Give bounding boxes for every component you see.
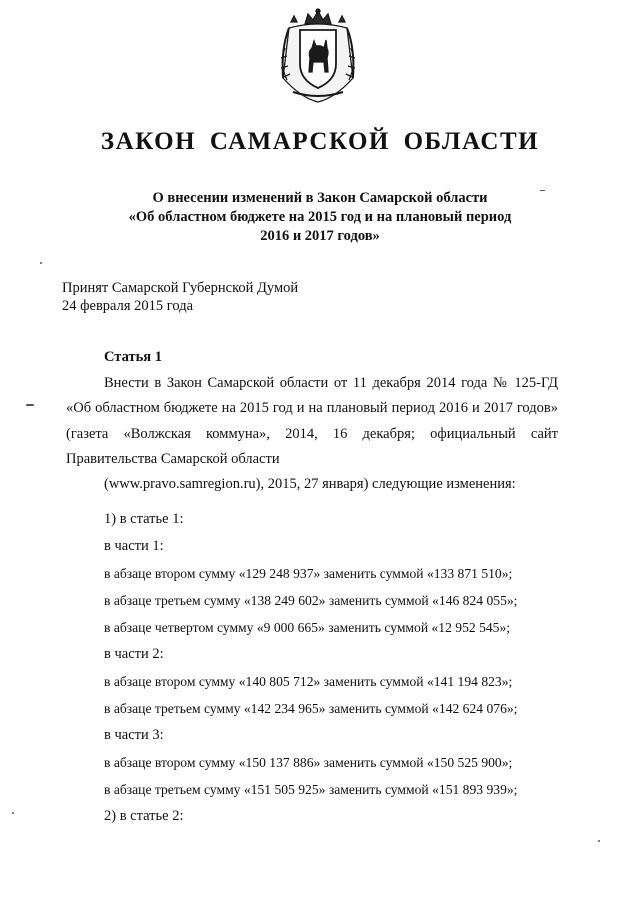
list-item: в части 1: xyxy=(104,538,164,554)
list-item: в абзаце четвертом сумму «9 000 665» заменить суммой «12 952 545»; xyxy=(104,620,511,635)
list-item: в абзаце втором сумму «140 805 712» заменить суммой «141 194 823»; xyxy=(104,674,513,689)
document-title xyxy=(90,189,550,246)
intro-text: Внести в Закон Самарской области от 11 декабря 2014 года № 125-ГД «Об областном бюджете на 2015 год и на плановый период 2016 и 2017 годов» (газета «Волжская коммуна», 2014, 16 декабря; официальный сайт Правительства Самарской области xyxy=(66,375,558,467)
scan-speck xyxy=(598,840,600,842)
list-item: в абзаце втором сумму «129 248 937» заменить суммой «133 871 510»; xyxy=(104,566,513,581)
list-item: в абзаце третьем сумму «151 505 925» заменить суммой «151 893 939»; xyxy=(104,782,518,797)
document-type-heading: ЗАКОН САМАРСКОЙ ОБЛАСТИ xyxy=(100,128,540,155)
coat-of-arms-icon xyxy=(275,8,361,104)
article-heading: Статья 1 xyxy=(104,349,162,365)
scan-speck xyxy=(540,190,545,191)
list-item: в абзаце третьем сумму «138 249 602» заменить суммой «146 824 055»; xyxy=(104,593,518,608)
title-line: О внесении изменений в Закон Самарской области xyxy=(152,190,488,206)
list-item: в части 3: xyxy=(104,727,164,743)
adoption-note xyxy=(62,279,298,315)
adoption-date: 24 февраля 2015 года xyxy=(62,298,194,314)
list-item: 1) в статье 1: xyxy=(104,511,184,527)
list-item: в абзаце третьем сумму «142 234 965» заменить суммой «142 624 076»; xyxy=(104,701,518,716)
scan-speck xyxy=(26,404,34,406)
intro-tail: (www.pravo.samregion.ru), 2015, 27 января) следующие изменения: xyxy=(104,476,516,493)
adoption-body: Принят Самарской Губернской Думой xyxy=(62,280,299,296)
title-line: 2016 и 2017 годов» xyxy=(260,228,380,244)
article-intro-paragraph xyxy=(66,371,558,497)
title-line: «Об областном бюджете на 2015 год и на плановый период xyxy=(128,209,512,225)
list-item: в части 2: xyxy=(104,646,164,662)
list-item: 2) в статье 2: xyxy=(104,808,184,824)
list-item: в абзаце втором сумму «150 137 886» заменить суммой «150 525 900»; xyxy=(104,755,513,770)
scan-speck xyxy=(40,262,42,264)
amendment-list xyxy=(104,506,564,830)
scan-speck xyxy=(12,812,14,814)
